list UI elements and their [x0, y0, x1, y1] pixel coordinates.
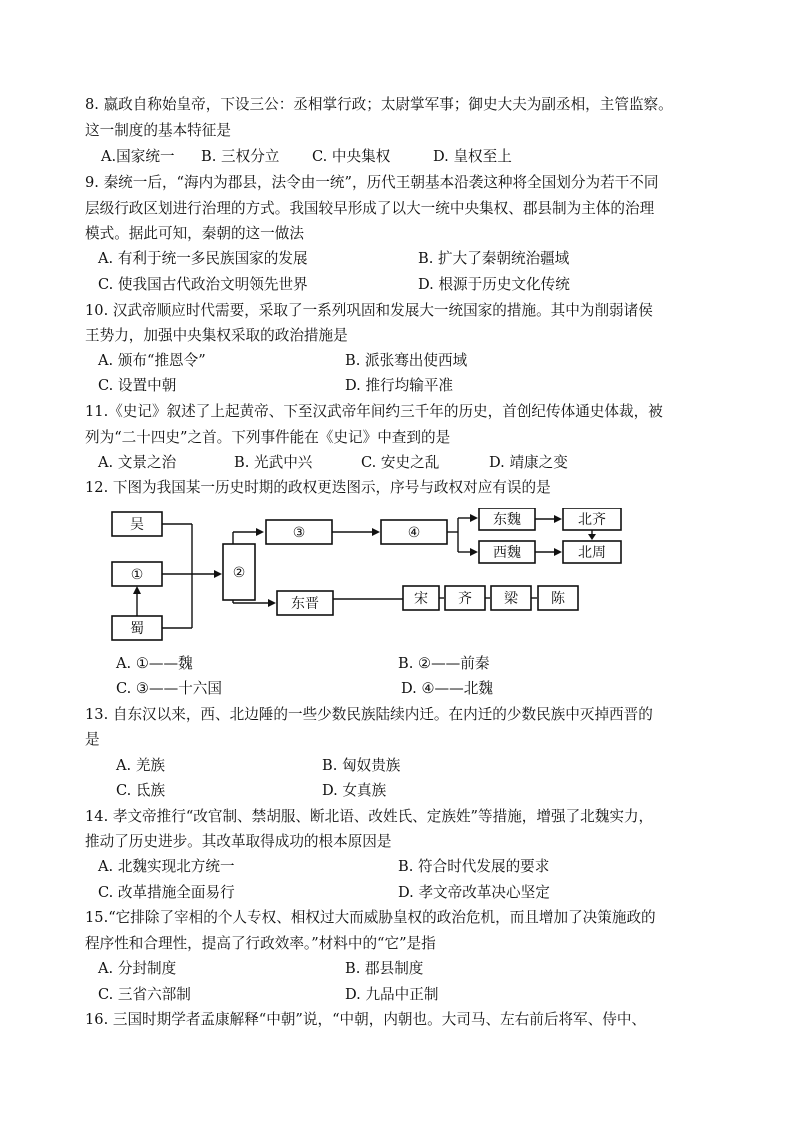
q15-stem-line-2: 程序性和合理性，提高了行政效率。”材料中的“它”是指 [85, 935, 436, 952]
q9-stem-line-2: 层级行政区划进行治理的方式。我国较早形成了以大一统中央集权、郡县制为主体的治理 [85, 200, 655, 217]
q11-option-a: A. 文景之治 [98, 454, 177, 471]
q9-option-b: B. 扩大了秦朝统治疆域 [418, 250, 570, 267]
q8-stem-line-2: 这一制度的基本特征是 [85, 122, 231, 139]
q8-option-c: C. 中央集权 [312, 148, 391, 165]
q10-stem-line-1: 10. 汉武帝顺应时代需要，采取了一系列巩固和发展大一统国家的措施。其中为削弱诸侯 [85, 302, 653, 319]
label-beizhou: 北周 [578, 545, 606, 561]
label-chen: 陈 [551, 591, 565, 607]
q10-option-b: B. 派张骞出使西域 [345, 352, 468, 369]
label-1: ① [130, 567, 144, 583]
arrowhead-shu-to-1 [133, 586, 141, 594]
label-beiqi: 北齐 [578, 512, 606, 528]
q8-option-a: A.国家统一 [101, 148, 175, 165]
q12-stem-line-1: 12. 下图为我国某一历史时期的政权更迭图示，序号与政权对应有误的是 [85, 479, 551, 496]
label-2: ② [232, 565, 246, 581]
q14-option-d: D. 孝文帝改革决心坚定 [398, 884, 550, 901]
label-shu: 蜀 [130, 621, 144, 637]
q15-stem-line-1: 15.“它排除了宰相的个人专权、相权过大而威胁皇权的政治危机，而且增加了决策施政的 [85, 909, 656, 926]
q11-option-b: B. 光武中兴 [234, 454, 313, 471]
label-qi: 齐 [458, 591, 472, 607]
q9-stem-line-1: 9. 秦统一后，“海内为郡县，法令由一统”，历代王朝基本沿袭这种将全国划分为若干不同 [85, 174, 659, 191]
arrowhead-to-2 [214, 570, 222, 578]
label-song: 宋 [414, 591, 428, 607]
q14-option-a: A. 北魏实现北方统一 [98, 858, 235, 875]
q14-stem-line-2: 推动了历史进步。其改革取得成功的根本原因是 [85, 833, 392, 850]
q12-option-b: B. ②——前秦 [398, 655, 490, 672]
q10-option-d: D. 推行均输平准 [345, 377, 454, 394]
arrowhead-xiwei-to-beizhou [554, 548, 562, 556]
arrowhead-3-to-4 [372, 528, 380, 536]
q9-option-a: A. 有利于统一多民族国家的发展 [98, 250, 308, 267]
q8-option-d: D. 皇权至上 [433, 148, 512, 165]
q11-stem-line-2: 列为“二十四史”之首。下列事件能在《史记》中查到的是 [85, 429, 451, 446]
q9-stem-line-3: 模式。据此可知，秦朝的这一做法 [85, 225, 304, 242]
arrowhead-to-dongwei [470, 514, 478, 522]
arrowhead-2-to-3 [256, 528, 264, 536]
label-3: ③ [292, 525, 306, 541]
q16-stem-line-1: 16. 三国时期学者孟康解释“中朝”说，“中朝，内朝也。大司马、左右前后将军、侍中、 [85, 1011, 647, 1028]
q15-option-c: C. 三省六部制 [98, 986, 191, 1003]
q13-option-d: D. 女真族 [322, 782, 387, 799]
arrowhead-beiqi-to-beizhou [588, 534, 596, 540]
q11-stem-line-1: 11.《史记》叙述了上起黄帝、下至汉武帝年间约三千年的历史，首创纪传体通史体裁，被 [85, 403, 663, 420]
arrowhead-2-to-dongjin [268, 599, 276, 607]
q11-option-c: C. 安史之乱 [361, 454, 440, 471]
q12-option-c: C. ③——十六国 [116, 680, 222, 697]
q15-option-d: D. 九品中正制 [345, 986, 439, 1003]
q13-option-a: A. 羌族 [116, 757, 166, 774]
q8-option-b: B. 三权分立 [201, 148, 280, 165]
q10-option-c: C. 设置中朝 [98, 377, 177, 394]
q14-stem-line-1: 14. 孝文帝推行“改官制、禁胡服、断北语、改姓氏、定族姓”等措施，增强了北魏实力， [85, 808, 654, 825]
label-liang: 梁 [504, 591, 518, 607]
label-4: ④ [407, 525, 421, 541]
q10-option-a: A. 颁布“推恩令” [98, 352, 206, 369]
regime-succession-diagram [110, 508, 630, 644]
q9-option-c: C. 使我国古代政治文明领先世界 [98, 276, 308, 293]
q12-option-a: A. ①——魏 [116, 655, 193, 672]
label-wu: 吴 [130, 517, 144, 533]
q15-option-a: A. 分封制度 [98, 960, 177, 977]
q8-stem-line-1: 8. 嬴政自称始皇帝，下设三公：丞相掌行政；太尉掌军事；御史大夫为副丞相，主管监察。 [85, 96, 673, 113]
q15-option-b: B. 郡县制度 [345, 960, 424, 977]
arrowhead-to-xiwei [470, 548, 478, 556]
q13-stem-line-1: 13. 自东汉以来，西、北边陲的一些少数民族陆续内迁。在内迁的少数民族中灭掉西晋的 [85, 706, 653, 723]
q13-option-b: B. 匈奴贵族 [322, 757, 401, 774]
label-xiwei: 西魏 [493, 545, 521, 561]
label-dongwei: 东魏 [493, 512, 521, 528]
q11-option-d: D. 靖康之变 [489, 454, 568, 471]
q12-option-d: D. ④——北魏 [401, 680, 493, 697]
q10-stem-line-2: 王势力，加强中央集权采取的政治措施是 [85, 327, 348, 344]
label-dongjin: 东晋 [291, 596, 319, 612]
q9-option-d: D. 根源于历史文化传统 [418, 276, 570, 293]
arrowhead-dongwei-to-beiqi [554, 515, 562, 523]
q13-option-c: C. 氐族 [116, 782, 166, 799]
q14-option-c: C. 改革措施全面易行 [98, 884, 235, 901]
q13-stem-line-2: 是 [85, 731, 100, 748]
q14-option-b: B. 符合时代发展的要求 [398, 858, 550, 875]
